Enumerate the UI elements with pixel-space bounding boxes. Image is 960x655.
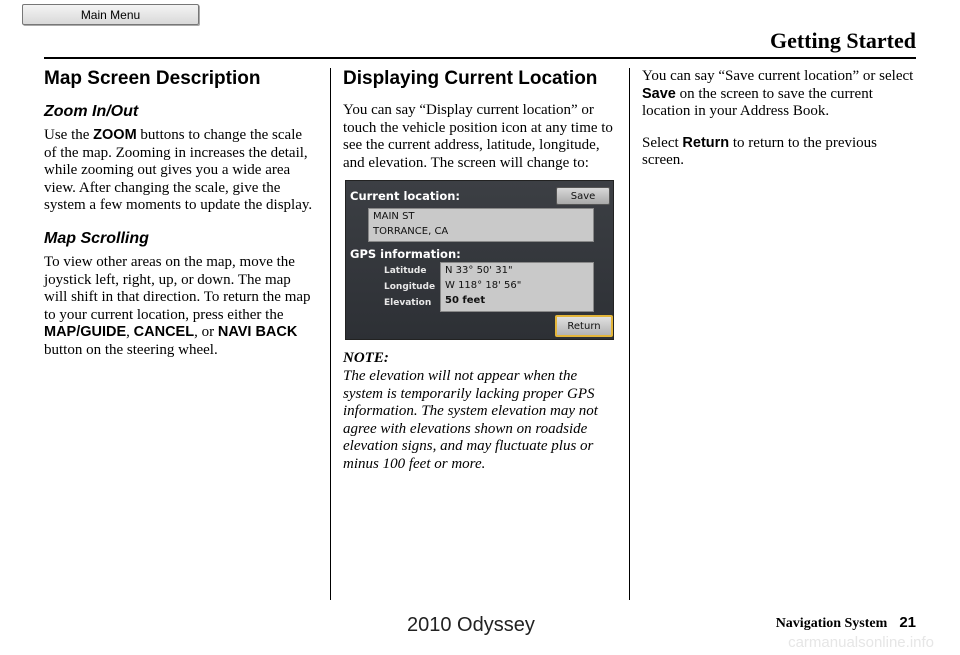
subheading-zoom: Zoom In/Out [44,103,139,120]
address-line-2: TORRANCE, CA [373,226,449,238]
page-number: 21 [899,614,916,631]
save-paragraph [642,68,917,121]
column-1 [44,68,316,374]
latitude-key: Latitude [384,266,427,277]
return-button[interactable]: Return [555,315,613,337]
text: Use the [44,127,94,143]
text: to return to the previous screen. [642,134,878,169]
text: To view other areas on the map, move the joystick left, right, up, or down. The map will shift in that direction. To return the map to your current location, press either the [44,253,311,323]
footer-model: 2010 Odyssey [407,614,535,636]
column-divider [330,68,331,600]
longitude-value: W 118° 18' 56" [445,280,522,292]
longitude-key: Longitude [384,282,436,293]
column-3 [642,68,917,184]
elevation-key: Elevation [384,298,432,309]
keyword-save: Save [642,85,676,102]
intro-paragraph: You can say “Display current location” or touch the vehicle position icon at any time to see the current address, latitude, longitude, and elevation. The screen will change to: [343,102,613,171]
note-label: NOTE: [343,350,389,367]
latitude-value: N 33° 50' 31" [445,265,513,277]
save-button[interactable]: Save [556,187,610,205]
main-menu-button[interactable]: Main Menu [22,4,199,25]
footer-section-label: Navigation System [775,616,888,631]
current-location-label: Current location: [350,189,461,204]
address-line-1: MAIN ST [373,211,415,223]
page-title: Getting Started [769,28,916,53]
nav-screen-image [345,180,614,340]
column-divider [629,68,630,600]
footer-section [776,614,916,632]
note-text: The elevation will not appear when the system is temporarily lacking proper GPS information. The system elevation may not agree with elevations shown on roadside elevation signs, and may fluctuate plus or minus 100 feet or more. [343,367,598,472]
text: on the screen to save the current location in your Address Book. [642,85,873,120]
keyword-return: Return [682,134,730,151]
keyword-cancel: CANCEL [133,324,195,341]
header-rule [44,57,916,59]
return-paragraph [642,135,917,170]
keyword-map-guide: MAP/GUIDE [44,324,127,341]
scroll-paragraph [44,254,316,360]
subheading-map-scrolling: Map Scrolling [44,229,149,247]
watermark: carmanualsonline.info [788,634,934,651]
column-2 [343,68,618,474]
address-box [368,208,594,242]
text: You can say “Save current location” or select [642,68,914,84]
elevation-value: 50 feet [445,295,486,307]
text: Select [642,134,683,151]
text: , or [194,324,218,341]
text: button on the steering wheel. [44,341,218,358]
text: , [126,324,134,341]
gps-info-label: GPS information: [350,247,461,262]
keyword-navi-back: NAVI BACK [217,324,298,341]
keyword-zoom: ZOOM [93,127,137,143]
zoom-paragraph [44,127,316,215]
section-title-map-screen: Map Screen Description [44,68,261,89]
section-title-current-location: Displaying Current Location [343,68,598,89]
text: buttons to change the scale of the map. Zooming in increases the detail, while zooming out gives you a wide area view. After changing the scale, give the system a few moments to update the display. [44,127,313,214]
gps-values-box [440,262,594,312]
